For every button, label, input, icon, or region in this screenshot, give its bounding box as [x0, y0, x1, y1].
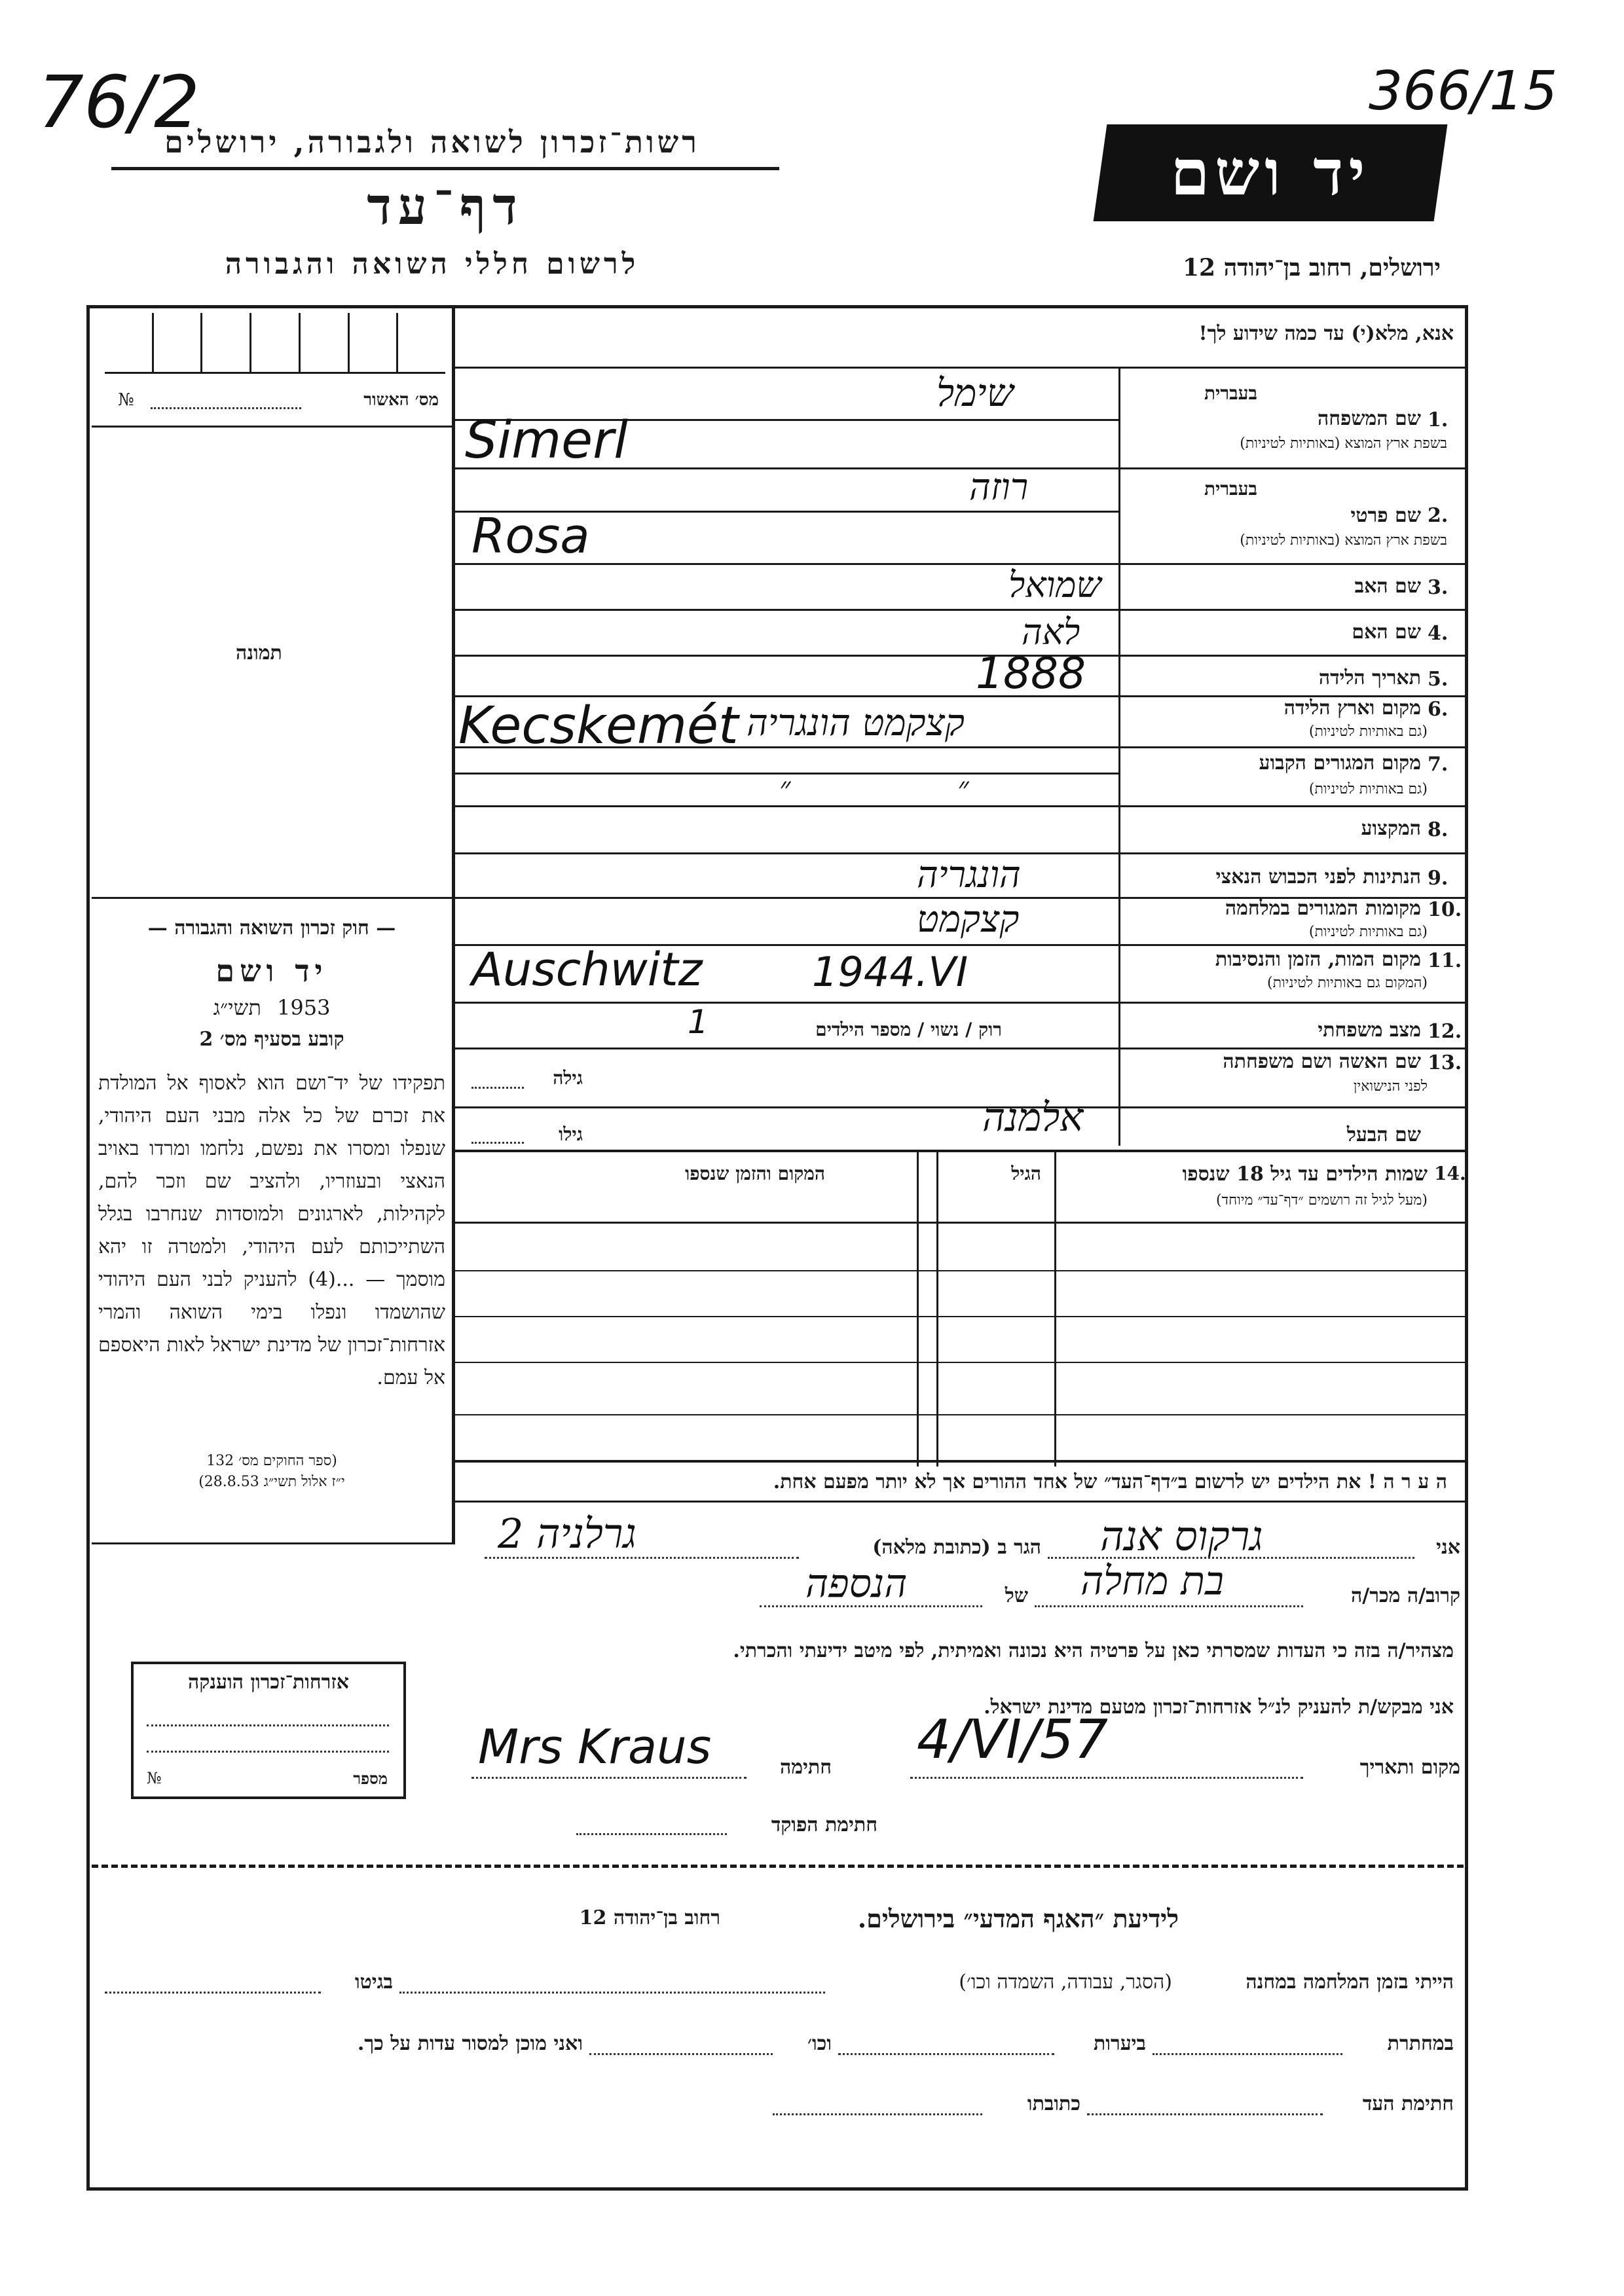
citizenship-box-dots-1 — [147, 1724, 389, 1726]
field-1-value-heb: שימל — [936, 371, 1014, 415]
form-title: דף־עד — [367, 177, 524, 236]
authority-underline — [111, 167, 779, 170]
children-col-place: המקום והזמן שנספו — [685, 1163, 825, 1184]
note: ה ע ר ה ! את הילדים יש לרשום ב״דף־העד״ של אחד ההורים אך לא יותר מפעם אחת. — [773, 1470, 1447, 1493]
law-body: תפקידו של יד־ושם הוא לאסוף אל המולדת את זכרם של כל אלה מבני העם היהודי, שנפלו ומסרו את נפשם, נלחמו ומרדו באויב הנאצי ובעוזריו, ולהציב שם וזכר להם, לקהילות, לארגונים ולמוסדות שנחרבו בגלל השתייכותם לעם היהודי, ולמטרה זו יהא מוסמך — ...(4) להעניק לבני העם היהודי שהושמדו ונפלו בימי השואה והמרי אזרחות־זכרון של מדינת ישראל לאות היאספם אל עמם. — [98, 1072, 445, 1389]
field-6-value-heb: קצקמט הונגריה — [747, 702, 965, 744]
field-9-label: הנתינות לפני הכבוש הנאצי — [1215, 866, 1421, 888]
field-10-number: 10. — [1428, 898, 1462, 921]
decl-i-label: אני — [1436, 1536, 1460, 1559]
field-7-label: מקום המגורים הקבוע — [1259, 752, 1421, 774]
approval-dots — [151, 407, 301, 409]
decl-relative-value: בת מחלה — [1080, 1558, 1224, 1604]
authority-line: רשות־זכרון לשואה ולגבורה, ירושלים — [164, 124, 700, 160]
field-2-label: שם פרטי — [1350, 504, 1421, 527]
law-year-num: 1953 — [277, 995, 331, 1020]
citizenship-box-dots-2 — [147, 1751, 389, 1753]
law-source-1: (ספר החוקים מס׳ 132 — [206, 1453, 337, 1469]
field-12-value: 1 — [688, 1003, 709, 1041]
decl-relative-label: קרוב/ה מכר/ה — [1351, 1584, 1460, 1607]
bottom-line1-c: בגיטו — [354, 1971, 393, 1994]
decl-relative-dots — [1035, 1605, 1303, 1607]
left-column-divider — [452, 305, 455, 1542]
field-6-value-latin: Kecskemét — [458, 697, 739, 756]
decl-place-date-value: 4/VI/57 — [917, 1709, 1109, 1771]
children-col-div-3 — [917, 1152, 919, 1467]
decl-place-date-label: מקום ותאריך — [1359, 1756, 1460, 1779]
law-source-2: י״ז אלול תשי״ג 28.8.53) — [198, 1474, 345, 1490]
field-7-sub: (גם באותיות לטיניות) — [1308, 781, 1428, 797]
bottom-line1-b: (הסגר, עבודה, השמדה וכו׳) — [959, 1971, 1172, 1994]
law-year-heb: תשי״ג — [213, 995, 261, 1020]
bottom-line3-a: חתימת העד — [1362, 2092, 1454, 2115]
field-1-sub2: בשפת ארץ המוצא (באותיות לטיניות) — [1240, 435, 1447, 452]
bottom-line2-dots-3 — [589, 2053, 773, 2055]
field-2-sub: בעברית — [1204, 478, 1257, 500]
children-number: 14. — [1434, 1163, 1466, 1184]
field-10-value: קצקמט — [917, 898, 1020, 941]
logo-text: יד ושם — [1170, 136, 1371, 210]
field-1-sub: בעברית — [1204, 382, 1257, 404]
children-row-2 — [455, 1316, 1468, 1317]
law-name: יד ושם — [215, 953, 328, 989]
decl-of-label: של — [1005, 1584, 1028, 1607]
field-12-line — [455, 1048, 1468, 1049]
field-13-age-dots — [471, 1087, 524, 1089]
photo-bottom-line — [92, 897, 452, 899]
decl-officer-label: חתימת הפוקד — [771, 1813, 877, 1836]
left-column-bottom — [92, 1542, 455, 1544]
bottom-line2-dots-2 — [838, 2053, 1054, 2055]
bottom-line2-dots-1 — [1153, 2053, 1342, 2055]
children-row-4 — [455, 1414, 1468, 1415]
field-7-value: ״ ״ — [779, 770, 1048, 805]
decl-residing-label: הגר ב (כתובת מלאה) — [872, 1536, 1041, 1559]
law-title: — חוק זכרון השואה והגבורה — — [147, 917, 396, 939]
field-8-label: המקצוע — [1361, 817, 1421, 840]
decl-residing-value: גרלניה 2 — [498, 1510, 637, 1558]
photo-label: תמונה — [236, 642, 282, 665]
field-1-number: 1. — [1428, 409, 1449, 431]
form-subtitle: לרשום חללי השואה והגבורה — [225, 247, 640, 281]
field-4-line — [455, 655, 1468, 657]
field-13-label: שם האשה ושם משפחתה — [1223, 1050, 1421, 1073]
children-col-div-2 — [936, 1152, 938, 1467]
field-11-label: מקום המות, הזמן והנסיבות — [1215, 948, 1421, 971]
field-11-line — [455, 1002, 1468, 1004]
field-2-value-latin: Rosa — [471, 508, 590, 564]
bottom-line3-dots-2 — [773, 2113, 982, 2115]
field-3-line — [455, 609, 1468, 611]
note-underline — [455, 1501, 1468, 1503]
address: ירושלים, רחוב בן־יהודה 12 — [1182, 254, 1441, 282]
field-11-number: 11. — [1428, 949, 1462, 972]
field-1-value-latin: Simerl — [465, 411, 628, 470]
field-3-label: שם האב — [1354, 575, 1421, 598]
approval-no-mark: № — [118, 390, 134, 410]
citizenship-box — [131, 1662, 406, 1799]
children-row-1 — [455, 1270, 1468, 1271]
decl-request: אני מבקש/ת להעניק לנ״ל אזרחות־זכרון מטעם מדינת ישראל. — [984, 1696, 1454, 1719]
field-13-sub: לפני הנישואין — [1353, 1078, 1428, 1095]
decl-signature-label: חתימה — [780, 1756, 832, 1779]
husband-label: שם הבעל — [1346, 1123, 1421, 1146]
field-1-label: שם המשפחה — [1317, 407, 1421, 430]
field-11-value-latin: Auschwitz — [471, 943, 703, 996]
husband-line — [455, 1150, 1468, 1152]
field-2-sub2: בשפת ארץ המוצא (באותיות לטיניות) — [1240, 532, 1447, 549]
instruction-underline — [452, 367, 1468, 369]
field-4-value: לאה — [1022, 611, 1080, 653]
children-row-3 — [455, 1362, 1468, 1363]
field-10-sub: (גם באותיות לטיניות) — [1308, 924, 1428, 940]
field-13-line — [455, 1106, 1468, 1108]
field-7-line — [455, 805, 1468, 807]
law-year — [98, 995, 445, 1020]
law-section: קובע בסעיף מס׳ 2 — [199, 1028, 344, 1051]
field-11-value-date: 1944.VI — [812, 948, 969, 996]
decl-statement: מצהיר/ה בזה כי העדות שמסרתי כאן על פרטיה היא נכונה ואמיתית, לפי מיטב ידיעתי והכרתי. — [733, 1639, 1454, 1662]
decl-place-date-dots — [910, 1777, 1303, 1779]
field-12-label: מצב משפחתי — [1318, 1019, 1421, 1042]
decl-officer-dots — [576, 1833, 727, 1835]
decl-of-dots — [760, 1605, 982, 1607]
decl-residing-dots — [485, 1557, 799, 1559]
field-2-value-heb: רוזה — [969, 466, 1029, 509]
children-bottom-line — [455, 1460, 1468, 1463]
bottom-line1-a: הייתי בזמן המלחמה במחנה — [1246, 1971, 1454, 1994]
archive-mark-right: 366/15 — [1369, 60, 1558, 122]
field-3-number: 3. — [1428, 576, 1449, 599]
children-col-div-1 — [1054, 1152, 1056, 1467]
children-sub: (מעל לגיל זה רושמים ״דף־עד״ מיוחד) — [1215, 1192, 1428, 1209]
field-12-options: רוק / נשוי / מספר הילדים — [815, 1019, 1002, 1040]
field-11-sub: (המקום גם באותיות לטיניות) — [1267, 975, 1428, 991]
bottom-line2-a: במחתרת — [1387, 2032, 1454, 2055]
husband-age-dots — [471, 1142, 524, 1144]
citizenship-box-number-mark: № — [147, 1769, 162, 1787]
control-boxes — [105, 313, 445, 374]
field-3-value: שמואל — [1008, 564, 1101, 606]
bottom-line1-dots-1 — [399, 1992, 825, 1994]
field-13-age-label: גילה — [553, 1067, 583, 1089]
citizenship-box-title: אזרחות־זכרון הוענקה — [187, 1671, 350, 1694]
field-6-sub: (גם באותיות לטיניות) — [1308, 723, 1428, 740]
field-6-number: 6. — [1428, 698, 1449, 721]
field-5-number: 5. — [1428, 668, 1449, 691]
approval-label: מס׳ האשור — [363, 390, 439, 410]
archive-mark-left: 76/2 — [38, 60, 200, 144]
field-9-value: הונגריה — [917, 854, 1021, 896]
field-2-bottom-line — [455, 563, 1468, 565]
children-title: שמות הילדים עד גיל 18 שנספו — [1182, 1163, 1428, 1186]
decl-signature-dots — [471, 1777, 747, 1779]
approval-underline — [92, 426, 452, 428]
label-column-divider — [1118, 367, 1120, 1146]
tear-line — [92, 1865, 1464, 1868]
field-8-number: 8. — [1428, 818, 1449, 841]
instruction: אנא, מלא(י) עד כמה שידוע לך! — [1198, 322, 1454, 345]
decl-signature-value: Mrs Kraus — [478, 1719, 712, 1774]
bottom-line2-d: ואני מוכן למסור עדות על כך. — [357, 2032, 583, 2055]
children-header-line — [455, 1222, 1468, 1224]
bottom-line3-b: כתובתו — [1027, 2092, 1080, 2115]
citizenship-box-number-label: מספר — [353, 1769, 388, 1788]
field-13-number: 13. — [1428, 1051, 1462, 1074]
bottom-line3-dots-1 — [1087, 2113, 1323, 2115]
field-5-value: 1888 — [976, 648, 1086, 699]
bottom-address: רחוב בן־יהודה 12 — [579, 1906, 720, 1929]
decl-of-value: הנספה — [805, 1561, 908, 1607]
field-12-number: 12. — [1428, 1020, 1462, 1043]
field-5-label: תאריך הלידה — [1318, 666, 1421, 689]
bottom-line2-c: וכו׳ — [807, 2032, 832, 2055]
children-col-age: הגיל — [1011, 1163, 1041, 1184]
husband-value: אלמנה — [982, 1095, 1084, 1140]
field-2-number: 2. — [1428, 504, 1449, 527]
field-9-number: 9. — [1428, 867, 1449, 890]
field-4-label: שם האם — [1352, 621, 1421, 644]
field-6-label: מקום וארץ הלידה — [1283, 697, 1421, 720]
husband-age-label: גילו — [559, 1123, 583, 1145]
field-7-number: 7. — [1428, 753, 1449, 776]
field-10-label: מקומות המגורים במלחמה — [1225, 897, 1421, 920]
bottom-line1-dots-2 — [105, 1992, 321, 1994]
bottom-line2-b: ביערות — [1093, 2032, 1146, 2055]
field-4-number: 4. — [1428, 622, 1449, 645]
bottom-title: לידיעת ״האגף המדעי״ בירושלים. — [857, 1904, 1179, 1933]
yad-vashem-logo — [1094, 124, 1448, 221]
decl-i-value: גרקוס אנה — [1100, 1512, 1263, 1560]
